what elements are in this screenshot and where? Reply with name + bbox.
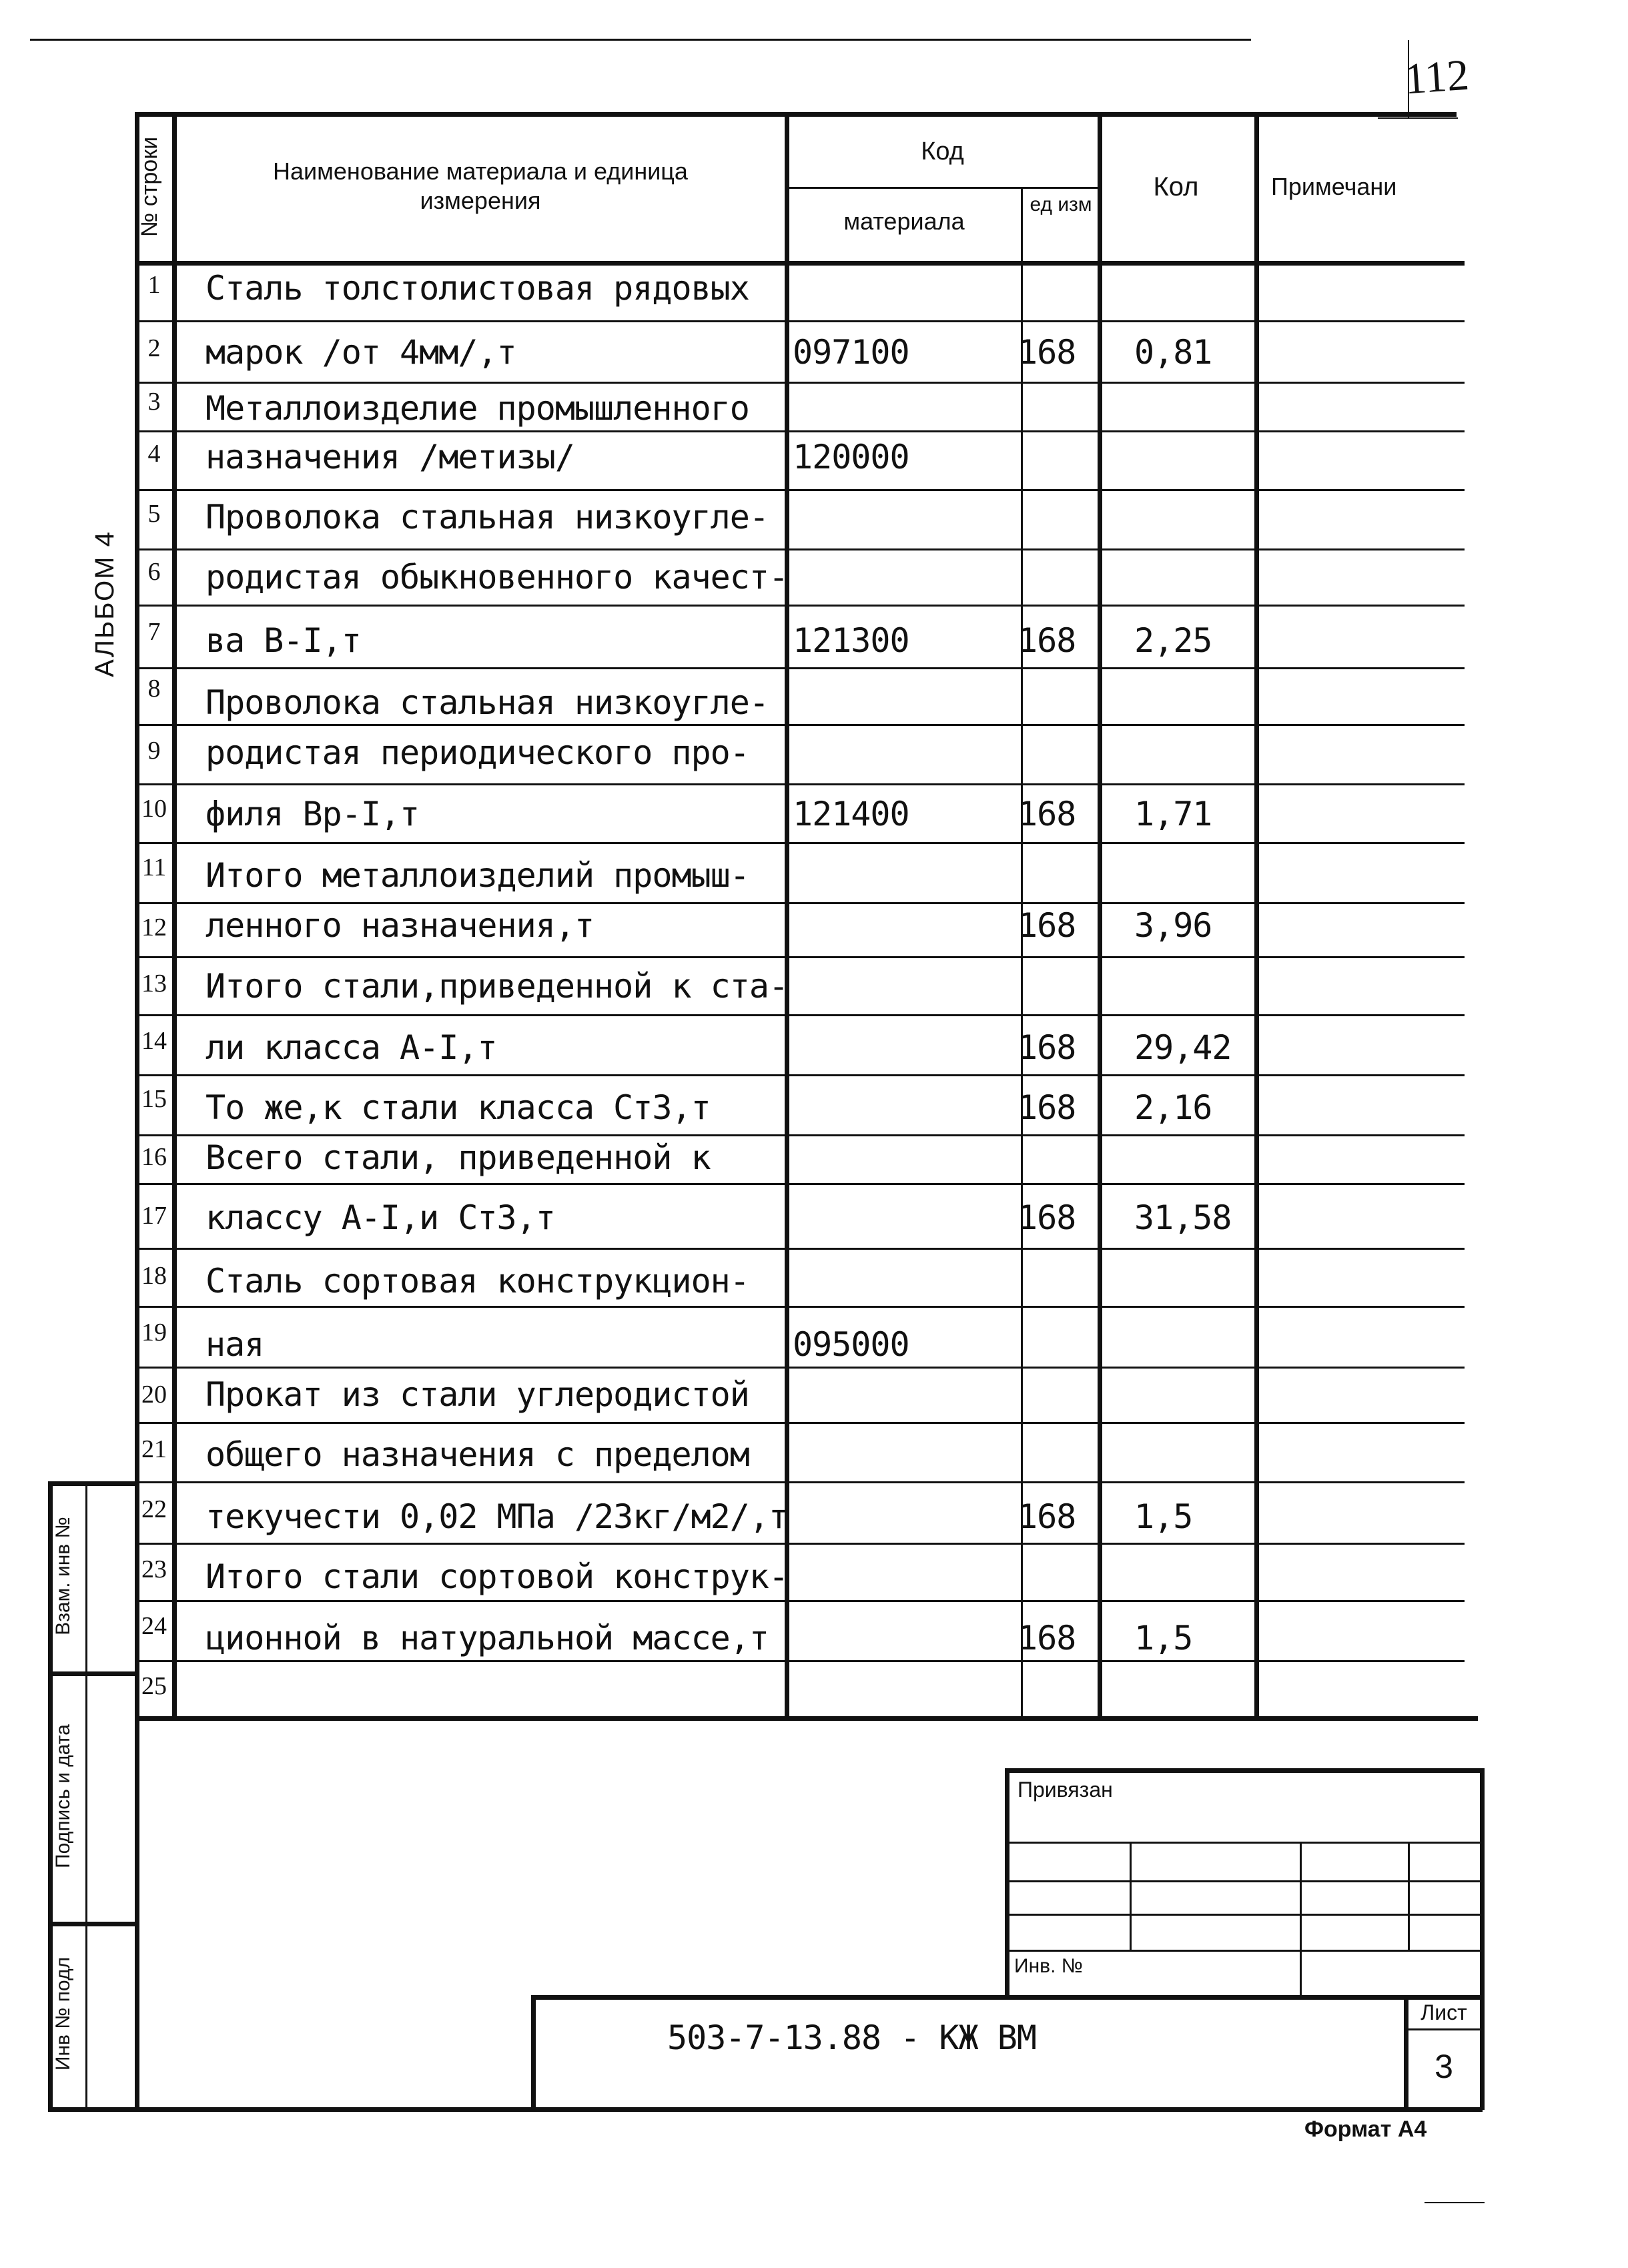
material-name: ленного назначения,т (206, 906, 594, 945)
material-name: общего назначения с пределом (206, 1435, 749, 1474)
material-code: 095000 (793, 1325, 909, 1364)
corner-mark (1378, 117, 1458, 119)
quantity: 2,16 (1134, 1088, 1212, 1127)
material-name: ная (206, 1325, 264, 1364)
material-name: ционной в натуральной массе,т (206, 1619, 769, 1657)
material-name: родистая обыкновенного качест- (206, 558, 789, 597)
quantity: 3,96 (1134, 906, 1212, 945)
row-number: 9 (147, 737, 161, 765)
stamp-signature-date: Подпись и дата (52, 1724, 74, 1868)
unit-code: 168 (1018, 906, 1076, 945)
sheet-label: Лист (1420, 2000, 1467, 2024)
unit-code: 168 (1018, 795, 1076, 833)
material-name: Всего стали, приведенной к (206, 1138, 711, 1177)
row-number: 16 (141, 1143, 167, 1171)
row-number: 14 (141, 1027, 167, 1055)
material-code: 121400 (793, 795, 909, 833)
unit-code: 168 (1018, 1088, 1076, 1127)
row-number: 11 (141, 853, 167, 881)
material-name: родистая периодического про- (206, 733, 749, 772)
row-number: 25 (141, 1672, 167, 1700)
sheet-corner-number: 112 (1402, 50, 1471, 104)
document-code: 503-7-13.88 - КЖ ВМ (667, 2018, 1036, 2057)
unit-code: 168 (1018, 333, 1076, 372)
material-name: Прокат из стали углеродистой (206, 1375, 749, 1414)
stamp-inv-podl: Инв № подл (52, 1956, 74, 2071)
row-number: 10 (141, 795, 167, 823)
material-name: ли класса А-I,т (206, 1028, 497, 1067)
row-number: 5 (147, 500, 161, 528)
quantity: 0,81 (1134, 333, 1212, 372)
material-name: Проволока стальная низкоугле- (206, 683, 769, 722)
row-number: 8 (147, 675, 161, 703)
quantity: 2,25 (1134, 621, 1212, 660)
material-name: классу А-I,и Ст3,т (206, 1198, 555, 1237)
material-name: марок /от 4мм/,т (206, 333, 516, 372)
frame-bottom-line (48, 2107, 1483, 2112)
material-name: назначения /метизы/ (206, 438, 574, 476)
row-number: 12 (141, 913, 167, 941)
quantity: 1,5 (1134, 1497, 1193, 1536)
row-number: 22 (141, 1495, 167, 1523)
material-name: Проволока стальная низкоугле- (206, 498, 769, 536)
header-material-name: Наименование материала и единица измерения (273, 157, 688, 214)
row-number: 2 (147, 334, 161, 362)
header-code-material: материала (843, 208, 965, 235)
unit-code: 168 (1018, 1028, 1076, 1067)
material-name: Итого металлоизделий промыш- (206, 856, 749, 895)
material-code: 120000 (793, 438, 909, 476)
header-row-number: № строки (137, 136, 162, 238)
material-name: Сталь толстолистовая рядовых (206, 269, 749, 308)
header-code-unit: ед изм (1030, 194, 1092, 216)
corner-mark (1408, 40, 1409, 117)
row-number: 23 (141, 1555, 167, 1583)
row-number: 7 (147, 618, 161, 646)
quantity: 1,71 (1134, 795, 1212, 833)
row-number: 19 (141, 1318, 167, 1347)
header-code: Код (921, 137, 964, 165)
material-code: 121300 (793, 621, 909, 660)
row-number: 21 (141, 1435, 167, 1463)
material-name: филя Вр-I,т (206, 795, 420, 833)
sheet-number: 3 (1435, 2048, 1453, 2085)
material-name: Итого стали,приведенной к ста- (206, 967, 789, 1006)
unit-code: 168 (1018, 1497, 1076, 1536)
material-name: То же,к стали класса Ст3,т (206, 1088, 711, 1127)
unit-code: 168 (1018, 621, 1076, 660)
edge-mark (1424, 2202, 1485, 2203)
album-label: АЛЬБОМ 4 (90, 530, 119, 677)
material-code: 097100 (793, 333, 909, 372)
format-label: Формат А4 (1304, 2117, 1427, 2142)
unit-code: 168 (1018, 1619, 1076, 1657)
quantity: 1,5 (1134, 1619, 1193, 1657)
row-number: 4 (147, 440, 161, 468)
row-number: 24 (141, 1612, 167, 1640)
row-number: 1 (147, 271, 161, 299)
quantity: 31,58 (1134, 1198, 1232, 1237)
material-name: Металлоизделие промышленного (206, 389, 749, 428)
row-number: 13 (141, 970, 167, 998)
top-border-line (30, 39, 1251, 41)
quantity: 29,42 (1134, 1028, 1232, 1067)
inv-no-label: Инв. № (1014, 1955, 1083, 1977)
row-number: 18 (141, 1262, 167, 1290)
row-number: 6 (147, 558, 161, 586)
unit-code: 168 (1018, 1198, 1076, 1237)
row-number: 3 (147, 388, 161, 416)
privyazan-label: Привязан (1018, 1778, 1113, 1802)
material-name: ва В-I,т (206, 621, 361, 660)
header-notes: Примечани (1271, 173, 1397, 200)
row-number: 15 (141, 1085, 167, 1113)
material-name: текучести 0,02 МПа /23кг/м2/,т (206, 1497, 789, 1536)
material-name: Итого стали сортовой конструк- (206, 1557, 789, 1596)
row-number: 20 (141, 1381, 167, 1409)
material-name: Сталь сортовая конструкцион- (206, 1262, 749, 1300)
header-quantity: Кол (1153, 172, 1199, 202)
row-number: 17 (141, 1202, 167, 1230)
stamp-vzam-inv: Взам. инв № (52, 1517, 74, 1635)
